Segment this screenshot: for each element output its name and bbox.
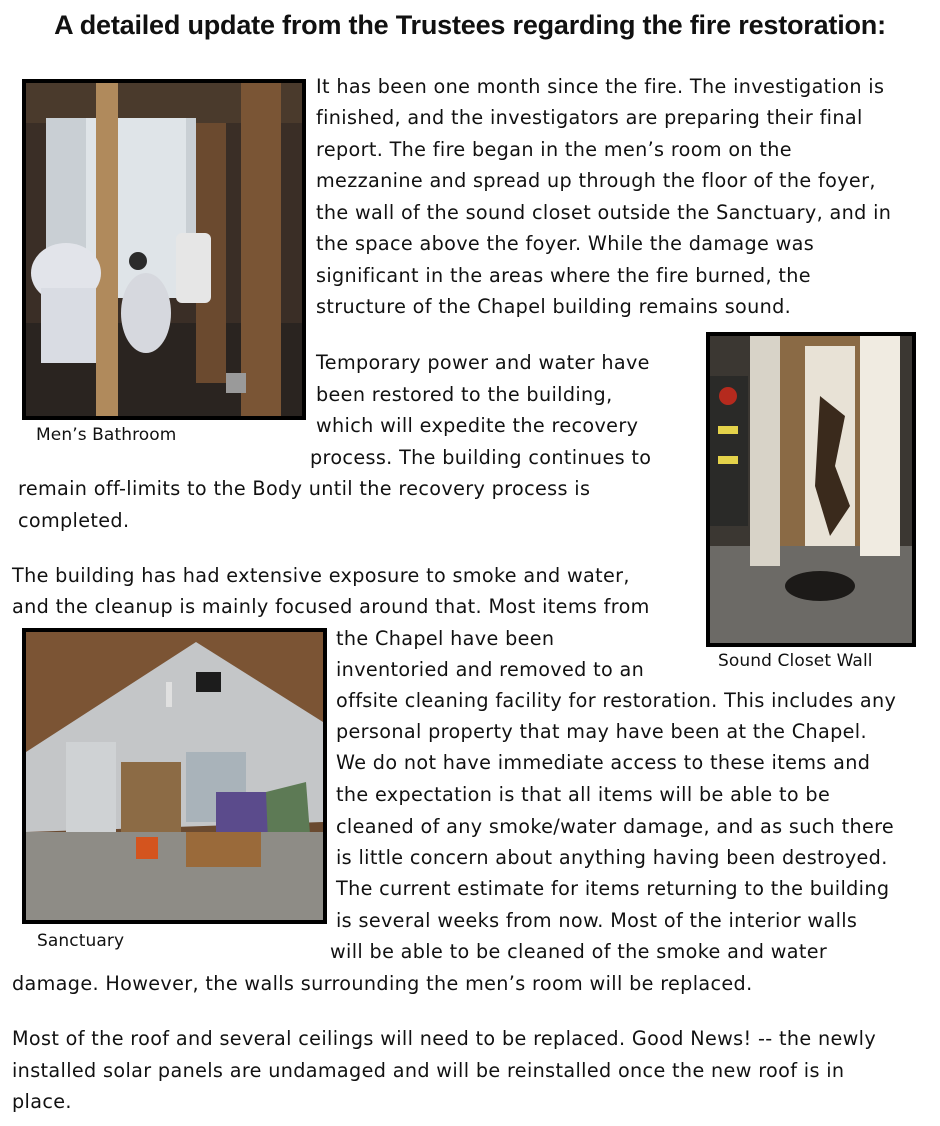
para1-line: the space above the foyer. While the damage was xyxy=(316,232,815,255)
para1-line: report. The fire began in the men’s room on the xyxy=(316,138,792,161)
para2-line: which will expedite the recovery xyxy=(316,414,639,437)
para3-line: damage. However, the walls surrounding the men’s room will be replaced. xyxy=(12,972,753,995)
para2-line: been restored to the building, xyxy=(316,383,613,406)
page-title: A detailed update from the Trustees regarding the fire restoration: xyxy=(54,10,886,40)
para1-line: structure of the Chapel building remains sound. xyxy=(316,295,792,318)
sanctuary-photo xyxy=(22,628,327,924)
para3-line: The current estimate for items returning to the building xyxy=(336,877,890,900)
para3-line: offsite cleaning facility for restoration. This includes any xyxy=(336,689,897,712)
sound-closet-photo xyxy=(706,332,916,647)
mens-bathroom-photo xyxy=(22,79,306,420)
sanctuary-caption: Sanctuary xyxy=(37,931,125,951)
para1-line: the wall of the sound closet outside the Sanctuary, and in xyxy=(316,201,892,224)
para3-line: cleaned of any smoke/water damage, and as such there xyxy=(336,815,895,838)
para3-line: will be able to be cleaned of the smoke and water xyxy=(330,940,828,963)
para3-line: is little concern about anything having been destroyed. xyxy=(336,846,888,869)
para1-line: mezzanine and spread up through the floor of the foyer, xyxy=(316,169,876,192)
para4-line: place. xyxy=(12,1090,72,1113)
para2-line: completed. xyxy=(18,509,130,532)
para3-line: We do not have immediate access to these items and xyxy=(336,751,871,774)
para2-line: remain off-limits to the Body until the recovery process is xyxy=(18,477,591,500)
para2-line: process. The building continues to xyxy=(310,446,652,469)
para3-line: is several weeks from now. Most of the interior walls xyxy=(336,909,858,932)
para4-line: installed solar panels are undamaged and will be reinstalled once the new roof is in xyxy=(12,1059,845,1082)
para2-line: Temporary power and water have xyxy=(316,351,650,374)
para4-line: Most of the roof and several ceilings will need to be replaced. Good News! -- the newly xyxy=(12,1027,877,1050)
para3-line: and the cleanup is mainly focused around that. Most items from xyxy=(12,595,650,618)
mens-bathroom-caption: Men’s Bathroom xyxy=(36,425,177,445)
para3-line: inventoried and removed to an xyxy=(336,658,645,681)
para3-line: personal property that may have been at the Chapel. xyxy=(336,720,867,743)
para3-line: the Chapel have been xyxy=(336,627,555,650)
para3-line: the expectation is that all items will be able to be xyxy=(336,783,831,806)
para1-line: significant in the areas where the fire burned, the xyxy=(316,264,811,287)
para1-line: It has been one month since the fire. The investigation is xyxy=(316,75,885,98)
sound-closet-caption: Sound Closet Wall xyxy=(718,651,873,671)
para3-line: The building has had extensive exposure to smoke and water, xyxy=(12,564,630,587)
para1-line: finished, and the investigators are preparing their final xyxy=(316,106,863,129)
